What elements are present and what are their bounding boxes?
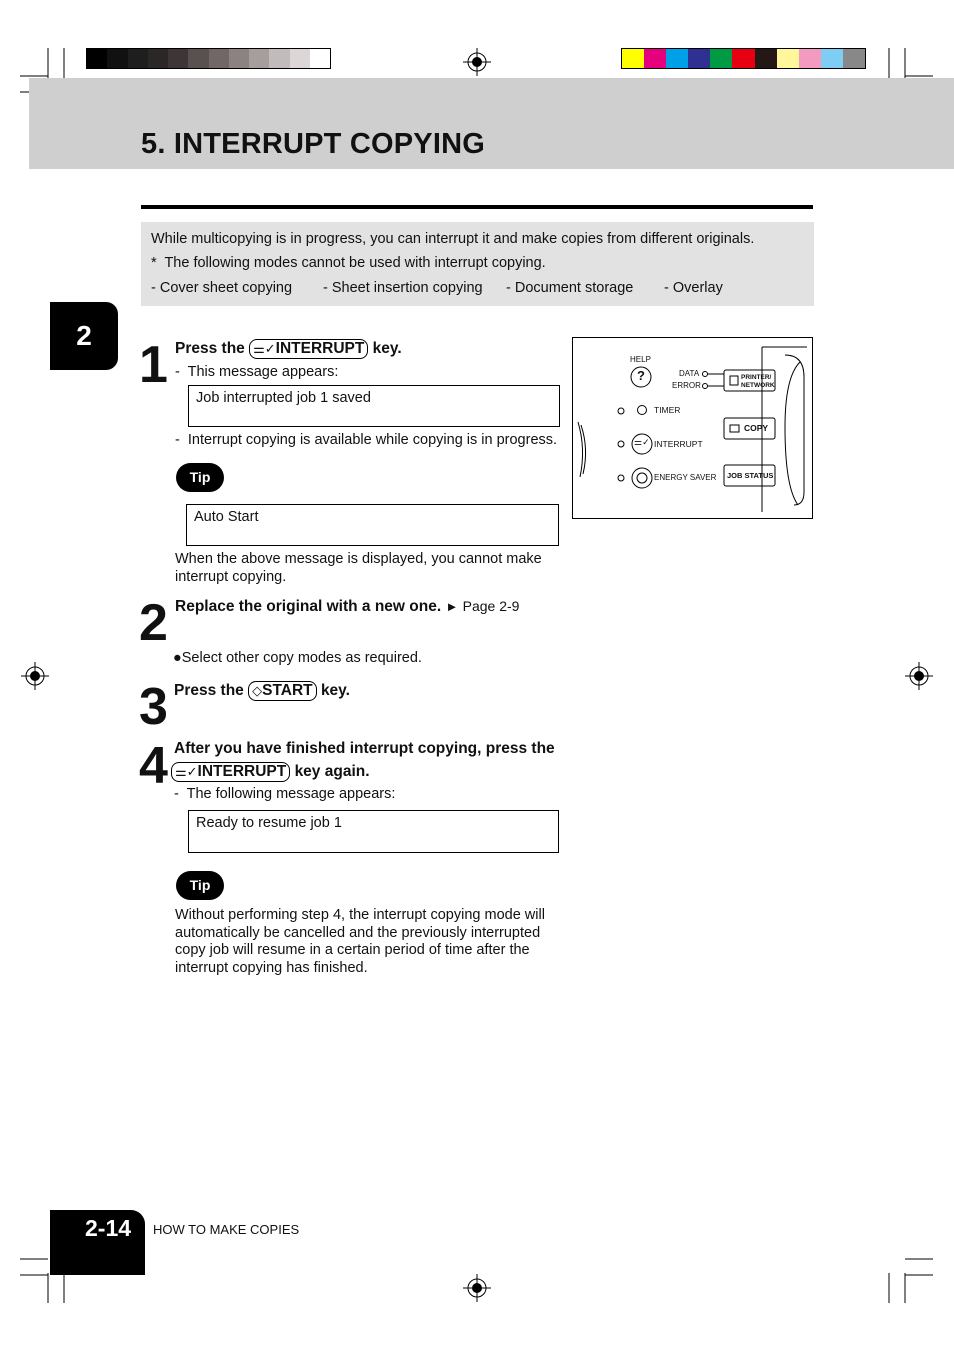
timer-label: TIMER [654, 405, 681, 415]
panel-outlines [572, 337, 813, 519]
interrupt-label: INTERRUPT [654, 439, 703, 449]
help-icon[interactable]: ? [637, 368, 645, 383]
intro-line-2-text: The following modes cannot be used with interrupt copying. [164, 255, 546, 271]
job-status-label[interactable]: JOB STATUS [727, 471, 774, 480]
step-1-post: key. [372, 340, 402, 357]
energy-saver-label: ENERGY SAVER [654, 473, 717, 482]
step-3-pre: Press the [174, 682, 244, 699]
step-4-line-2 [171, 762, 370, 782]
start-key-label [248, 681, 317, 701]
tip-line: interrupt copying. [175, 568, 287, 585]
tip-badge: Tip [176, 463, 224, 492]
tip-text-1 [175, 551, 542, 586]
message-box-ready: Ready to resume job 1 [188, 810, 559, 853]
interrupt-key-text: INTERRUPT [197, 763, 287, 780]
start-key-text: START [262, 682, 313, 699]
start-key-icon: ◇ [252, 683, 263, 698]
printer-network-line: NETWORK [741, 382, 775, 389]
mode-document-storage: - Document storage [506, 280, 634, 296]
asterisk: * [151, 255, 157, 271]
bullet-text: Select other copy modes as required. [181, 650, 422, 666]
mode-overlay: - Overlay [664, 280, 723, 296]
page-title: 5. INTERRUPT COPYING [141, 128, 485, 160]
error-led [703, 384, 708, 389]
tip-text-2 [175, 907, 545, 977]
interrupt-key-icon: ⚌✓ [175, 764, 198, 779]
printer-network-label[interactable] [741, 374, 775, 390]
interrupt-key-text: INTERRUPT [275, 340, 365, 357]
message-box-auto-start: Auto Start [186, 504, 559, 546]
footer-section-title: HOW TO MAKE COPIES [153, 1222, 300, 1237]
dash: - [175, 432, 180, 448]
page-ref-link[interactable]: Page 2-9 [462, 598, 520, 614]
note-text: The following message appears: [186, 786, 396, 802]
step-3-number: 3 [139, 678, 166, 736]
tip-badge: Tip [176, 871, 224, 900]
intro-line-1: While multicopying is in progress, you can interrupt it and make copies from different originals. [151, 231, 755, 247]
step-3-instruction [174, 681, 350, 701]
page-number: 2-14 [85, 1215, 132, 1241]
interrupt-key-icon: ⚌✓ [253, 341, 276, 356]
tip-line: When the above message is displayed, you cannot make [175, 551, 542, 567]
chapter-tab: 2 [50, 302, 118, 370]
registration-mark-top [463, 48, 491, 76]
printer-network-line: PRINTER/ [741, 374, 772, 381]
dash: - [174, 786, 179, 802]
step-4-note [174, 786, 395, 802]
energy-saver-button-ring [632, 468, 652, 488]
step-2-text: Replace the original with a new one. [175, 598, 442, 615]
tip-line: Without performing step 4, the interrupt copying mode will [175, 907, 545, 923]
help-label: HELP [630, 355, 651, 364]
interrupt-key-label [171, 762, 290, 782]
message-box-interrupted: Job interrupted job 1 saved [188, 385, 560, 427]
tip-line: copy job will resume in a certain period of time after the [175, 942, 530, 959]
intro-box [141, 222, 814, 306]
data-led [703, 372, 708, 377]
error-label: ERROR [672, 381, 701, 390]
step-2-bullet [173, 650, 422, 666]
intro-line-2 [151, 255, 546, 271]
registration-mark-left [21, 662, 49, 690]
step-2-number: 2 [139, 594, 166, 652]
title-rule [141, 205, 813, 209]
bullet-icon: ● [173, 650, 182, 666]
step-1-instruction [175, 339, 402, 359]
step-1-number: 1 [139, 336, 166, 394]
step-3-post: key. [320, 682, 350, 699]
note-text: Interrupt copying is available while copying is in progress. [187, 432, 558, 448]
step-1-pre: Press the [175, 340, 245, 357]
tip-line: interrupt copying has finished. [175, 959, 368, 976]
step-4-post: key again. [294, 763, 370, 780]
interrupt-key-label [249, 339, 368, 359]
tip-line: automatically be cancelled and the previously interrupted [175, 924, 541, 941]
page-ref-arrow-icon: ► [445, 599, 459, 614]
mode-cover-sheet: - Cover sheet copying [151, 280, 293, 296]
step-1-note-2 [175, 432, 557, 448]
note-text: This message appears: [187, 364, 339, 380]
registration-mark-right [905, 662, 933, 690]
step-4-line-1: After you have finished interrupt copying, press the [174, 740, 555, 757]
registration-mark-bottom [463, 1274, 491, 1302]
step-1-note-1 [175, 364, 338, 380]
mode-sheet-insertion: - Sheet insertion copying [323, 280, 483, 296]
data-label: DATA [679, 369, 700, 378]
step-2-instruction [175, 598, 519, 616]
step-4-number: 4 [139, 737, 166, 795]
copy-label[interactable]: COPY [744, 423, 769, 433]
interrupt-button-icon[interactable]: ⚌✓ [634, 437, 650, 447]
dash: - [175, 364, 180, 380]
